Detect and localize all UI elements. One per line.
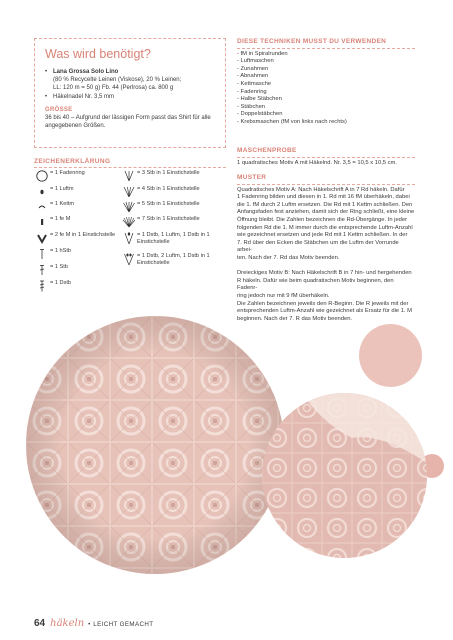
- stb-icon: [34, 264, 50, 276]
- decor-circle: [359, 324, 422, 387]
- list-item: - Fadenring: [237, 88, 267, 95]
- list-item: - Abnahmen: [237, 73, 269, 80]
- yarn-detail-line-2: LL: 120 m = 50 g) Fb. 44 (Perlrosa) ca. 800 g: [53, 85, 174, 92]
- fe-m-icon: [34, 216, 50, 228]
- kettm-icon: [34, 201, 50, 213]
- legend-item-hstb: = 1 hStb: [34, 248, 71, 260]
- pattern-title: MUSTER: [237, 174, 415, 185]
- pattern-para-1-line: Öffnung bleibt. Die Zahlen bezeichnen die Rd-Übergänge. In jeder: [237, 216, 408, 223]
- pattern-para-2-line: R häkeln. Dafür wie beim quadratischen Motiv beginnen, den Fadenr-: [237, 277, 394, 292]
- dstb-2luftm-dstb-icon: [121, 253, 137, 265]
- pattern-para-1-line: wie gezeichnet ersetzen und jede Rd mit 1 Kettm schließen. In der: [237, 232, 408, 239]
- size-title: GRÖSSE: [45, 106, 73, 113]
- legend-item-kettm: = 1 Kettm: [34, 201, 74, 213]
- legend-item-stb: = 1 Stb: [34, 264, 68, 276]
- legend-item-four-stb: = 4 Stb in 1 Einstichstelle: [121, 186, 200, 198]
- pattern-para-1-line: ten. Nach der 7. Rd das Motiv beenden.: [237, 254, 340, 261]
- pattern-para-1-line: Anfangsfaden fest anziehen, damit sich der Ring schließt, eine kleine: [237, 209, 415, 216]
- pattern-para-1-line: folgenden Rd die 1. M immer durch die entsprechende Luftm-Anzahl: [237, 224, 413, 231]
- techniques-section: [237, 38, 415, 127]
- list-item: - Kettmasche: [237, 80, 272, 87]
- list-item: - fM in Spiralrunden: [237, 50, 288, 57]
- legend-item-two-fe-m: = 2 fe M in 1 Einstichstelle: [34, 232, 115, 244]
- legend-item-dstb-luftm-dstb: = 1 Dstb, 1 Luftm, 1 Dstb in 1 Einstichstelle: [121, 232, 215, 247]
- list-item: - Halbe Stäbchen: [237, 96, 282, 103]
- legend-item-dstb-2luftm-dstb: = 1 Dstb, 2 Luftm, 1 Dstb in 1 Einstichstelle: [121, 253, 215, 268]
- legend-item-luftm: = 1 Luftm: [34, 186, 73, 198]
- materials-title: Was wird benötigt?: [45, 47, 151, 61]
- hstb-icon: [34, 248, 50, 260]
- legend-item-fe-m: = 1 fe M: [34, 216, 70, 228]
- yarn-name: Lana Grossa Solo Lino: [53, 69, 119, 75]
- pattern-para-2-line: beginnen. Nach der 7. R das Motiv beenden.: [237, 315, 353, 322]
- two-fe-m-icon: [34, 232, 50, 244]
- pattern-para-2-line: Dreieckiges Motiv B: Nach Häkelschrift B in 7 hin- und hergehenden: [237, 270, 412, 277]
- pattern-para-2-line: Die Zahlen bezeichnen jeweils den R-Beginn. Die R jeweils mit der: [237, 300, 409, 307]
- dstb-luftm-dstb-icon: [121, 232, 137, 244]
- pattern-para-1-line: Quadratisches Motiv A: Nach Häkelschrift A in 7 Rd häkeln. Dafür: [237, 186, 405, 193]
- list-item: - Doppelstäbchen: [237, 111, 283, 118]
- legend-item-five-stb: = 5 Stb in 1 Einstichstelle: [121, 201, 200, 213]
- footer-tagline: LEICHT GEMACHT: [93, 621, 154, 628]
- pattern-para-1-line: 1 Fadenring bilden und diesen in 1. Rd mit 16 fM überhäkeln, dabei: [237, 194, 410, 201]
- legend-item-seven-stb: = 7 Stb in 1 Einstichstelle: [121, 216, 200, 228]
- list-item: - Stäbchen: [237, 103, 266, 110]
- fadenring-icon: [34, 170, 50, 182]
- seven-stb-icon: [121, 216, 137, 228]
- pattern-para-2-line: entsprechenden Luftm-Anzahl wie gezeichnet als Ersatz für die 1. M: [237, 308, 412, 315]
- materials-yarn: [45, 68, 215, 93]
- gauge-section: [237, 147, 415, 167]
- pattern-para-1-line: die 1. fM durch 2 Luftm ersetzen. Die Rd mit 1 Kettm schließen. Den: [237, 201, 413, 208]
- techniques-title: DIESE TECHNIKEN MUSST DU VERWENDEN: [237, 38, 415, 49]
- page-footer: [34, 618, 153, 629]
- gauge-text: 1 quadratisches Motiv A mit Häkelnd. Nr. 3,5 = 10,5 x 10,5 cm.: [237, 159, 397, 166]
- pattern-para-1-line: 7. Rd über den Ecken die Stäbchen um die Luftm der Vorrunde arbei-: [237, 239, 399, 254]
- legend-item-fadenring: = 1 Fadenring: [34, 170, 85, 182]
- page-number: 64: [34, 618, 46, 629]
- materials-hook: • Häkelnadel Nr. 3,5 mm: [45, 93, 215, 101]
- yarn-detail-line-1: (80 % Recycelte Leinen (Viskose), 20 % Leinen;: [53, 77, 182, 84]
- size-text: 36 bis 40 – Aufgrund der lässigen Form passt das Shirt für alle angegebenen Größen.: [45, 114, 211, 129]
- crochet-photo-large: [26, 316, 284, 574]
- materials-box: [34, 38, 226, 148]
- materials-list: [45, 68, 215, 101]
- pattern-para-2-line: ring jedoch nur mit 9 fM überhäkeln.: [237, 292, 330, 299]
- luftm-icon: [34, 186, 50, 198]
- dstb-icon: [34, 280, 50, 292]
- footer-separator: •: [88, 622, 91, 628]
- three-stb-icon: [121, 170, 137, 182]
- brand-logo: häkeln: [50, 618, 85, 629]
- gauge-title: MASCHENPROBE: [237, 147, 415, 158]
- legend-item-three-stb: = 3 Stb in 1 Einstichstelle: [121, 170, 200, 182]
- legend-item-dstb: = 1 Dstb: [34, 280, 71, 292]
- four-stb-icon: [121, 186, 137, 198]
- list-item: - Zunahmen: [237, 65, 269, 72]
- techniques-list: [237, 51, 415, 127]
- five-stb-icon: [121, 201, 137, 213]
- pattern-section: [237, 174, 415, 323]
- crochet-photo-small: [262, 393, 427, 558]
- legend-title: ZEICHENERKLÄRUNG: [34, 158, 226, 168]
- list-item: - Luftmaschen: [237, 58, 274, 65]
- list-item: - Krebsmaschen (fM von links nach rechts): [237, 118, 347, 125]
